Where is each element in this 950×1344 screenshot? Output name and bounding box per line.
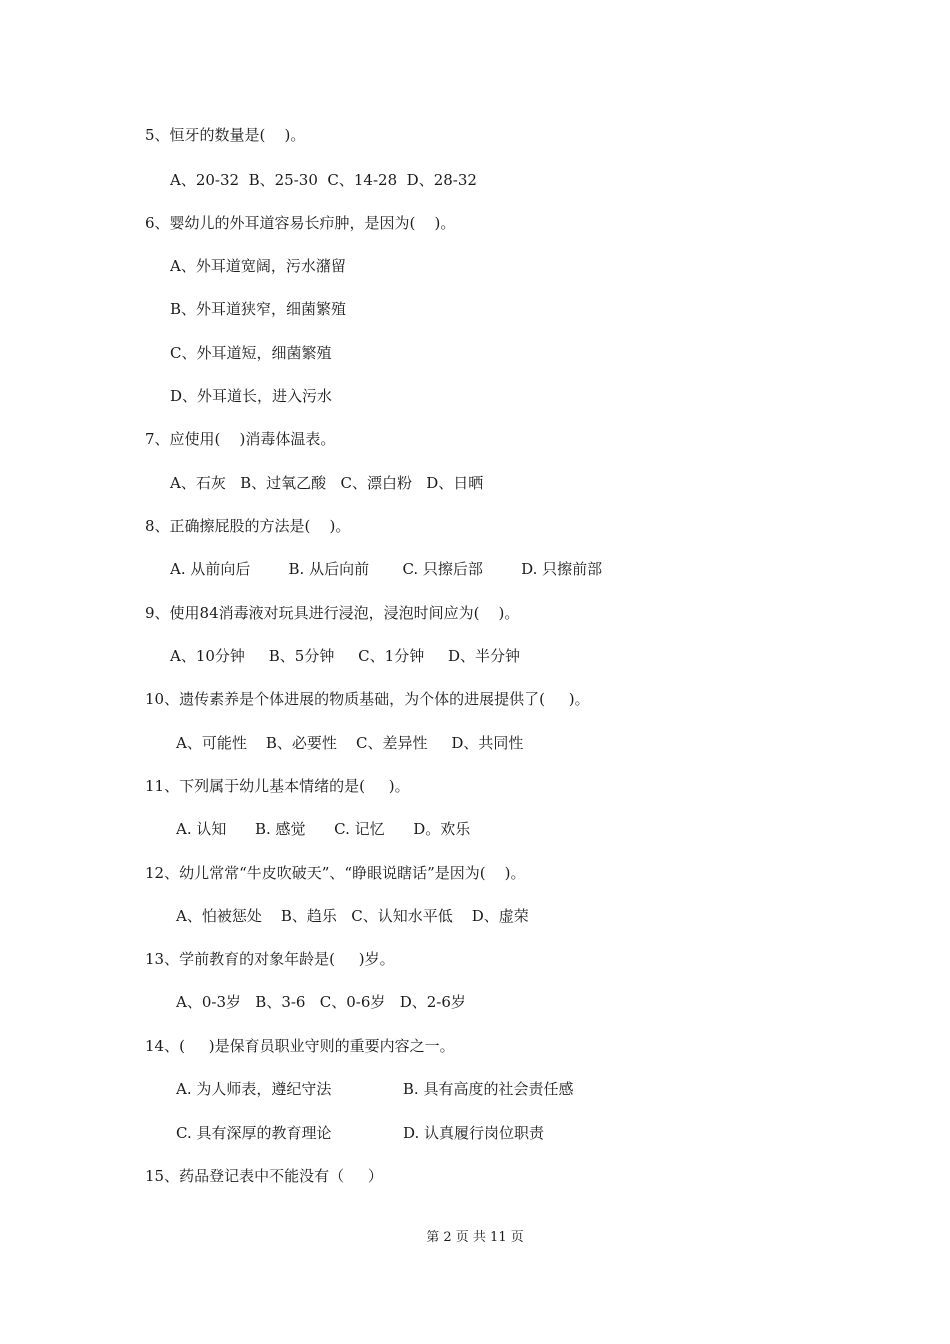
question-6-stem: 6、婴幼儿的外耳道容易长疖肿，是因为( )。 <box>145 214 456 232</box>
question-6-option-c: C、外耳道短，细菌繁殖 <box>170 344 332 362</box>
question-8-stem: 8、正确擦屁股的方法是( )。 <box>145 517 351 535</box>
question-10-options: A、可能性 B、必要性 C、差异性 D、共同性 <box>176 734 524 752</box>
question-14-options-ab: A. 为人师表，遵纪守法 B. 具有高度的社会责任感 <box>176 1080 574 1098</box>
page-number: 第 2 页 共 11 页 <box>426 1230 524 1245</box>
question-9-stem: 9、使用84消毒液对玩具进行浸泡，浸泡时间应为( )。 <box>145 604 520 622</box>
question-6-option-b: B、外耳道狭窄，细菌繁殖 <box>170 300 347 318</box>
question-15-stem: 15、药品登记表中不能没有（ ） <box>145 1167 383 1185</box>
question-7-options: A、石灰 B、过氧乙酸 C、漂白粉 D、日晒 <box>170 474 484 492</box>
question-9-options: A、10分钟 B、5分钟 C、1分钟 D、半分钟 <box>170 647 521 665</box>
question-5-stem: 5、恒牙的数量是( )。 <box>145 126 306 144</box>
question-7-stem: 7、应使用( )消毒体温表。 <box>145 430 336 448</box>
question-8-options: A. 从前向后 B. 从后向前 C. 只擦后部 D. 只擦前部 <box>170 560 603 578</box>
question-11-options: A. 认知 B. 感觉 C. 记忆 D。欢乐 <box>176 820 471 838</box>
question-14-options-cd: C. 具有深厚的教育理论 D. 认真履行岗位职责 <box>176 1124 545 1142</box>
question-12-stem: 12、幼儿常常“牛皮吹破天”、“睁眼说瞎话”是因为( )。 <box>145 864 526 882</box>
question-13-stem: 13、学前教育的对象年龄是( )岁。 <box>145 950 395 968</box>
question-11-stem: 11、下列属于幼儿基本情绪的是( )。 <box>145 777 410 795</box>
question-6-option-a: A、外耳道宽阔，污水潴留 <box>170 257 346 275</box>
question-10-stem: 10、遗传素养是个体进展的物质基础，为个体的进展提供了( )。 <box>145 690 590 708</box>
question-13-options: A、0-3岁 B、3-6 C、0-6岁 D、2-6岁 <box>176 993 466 1011</box>
question-6-option-d: D、外耳道长，进入污水 <box>170 387 333 405</box>
question-5-options: A、20-32 B、25-30 C、14-28 D、28-32 <box>170 171 477 189</box>
question-14-stem: 14、( )是保育员职业守则的重要内容之一。 <box>145 1037 455 1055</box>
question-12-options: A、怕被惩处 B、趋乐 C、认知水平低 D、虚荣 <box>176 907 529 925</box>
